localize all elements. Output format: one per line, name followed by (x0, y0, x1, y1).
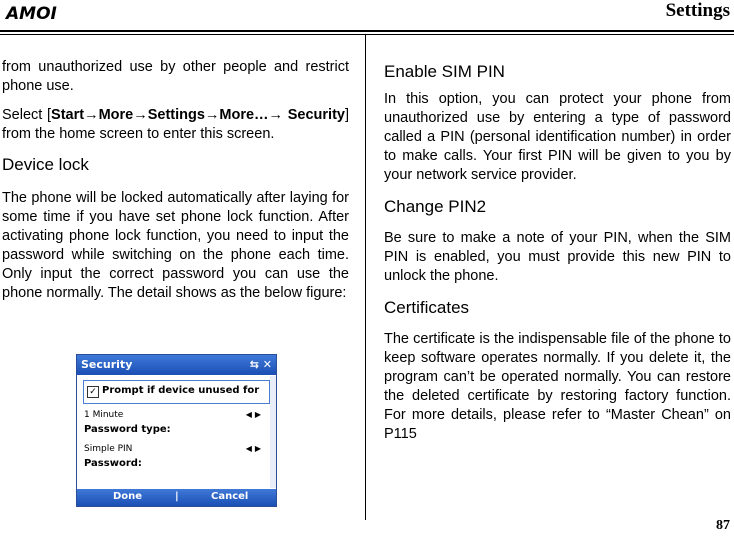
softkey-separator: | (175, 491, 179, 502)
right-column (384, 90, 731, 455)
left-right-arrows-icon[interactable]: ◀▶ (245, 410, 264, 419)
prompt-checkbox-row[interactable] (83, 380, 270, 404)
left-right-arrows-icon[interactable]: ◀▶ (245, 444, 264, 453)
screenshot-title-bar (77, 355, 276, 375)
checkbox-icon[interactable]: ✓ (87, 386, 99, 398)
security-screenshot (76, 354, 277, 507)
select-instruction (2, 106, 349, 144)
screenshot-softkey-bar (77, 489, 276, 506)
left-column (2, 58, 349, 303)
header-rule (0, 30, 734, 32)
cancel-softkey[interactable]: Cancel (211, 491, 249, 502)
screenshot-title: Security (81, 358, 133, 371)
header-rule-thin (0, 34, 734, 35)
page-number: 87 (716, 518, 730, 533)
select-suffix: ] from the home screen to enter this screen. (2, 107, 349, 142)
pin2-text: Be sure to make a note of your PIN, when the SIM PIN is enabled, you must provide this new PIN to unlock the phone. (384, 230, 731, 284)
section-title: Settings (665, 0, 730, 21)
sim-pin-heading: Enable SIM PIN (384, 62, 505, 81)
time-value: 1 Minute (84, 410, 124, 420)
password-type-selector[interactable] (84, 444, 276, 458)
certificates-text: The certificate is the indispensable file of the phone to keep software operates normally. If you delete it, the program can’t be operated normally. You can restore the deleted certificate by restoring factory function. For more details, please refer to “Master Chean” on P115 (384, 331, 731, 442)
intro-text: from unauthorized use by other people and restrict phone use. (2, 59, 349, 94)
select-prefix: Select [ (2, 107, 52, 123)
pin2-heading: Change PIN2 (384, 197, 487, 216)
device-lock-heading: Device lock (2, 155, 89, 174)
brand-text: AMOI (6, 4, 57, 24)
screenshot-scrollbar (270, 376, 276, 488)
checkbox-label: Prompt if device unused for (102, 385, 260, 396)
sim-pin-text: In this option, you can protect your phone from unauthorized use by entering a type of password called a PIN (personal identification number) in order to make calls. Your first PIN will be given to you by your network service provider. (384, 91, 731, 183)
amoi-logo (4, 2, 74, 24)
select-path: Start→More→Settings→More…→ Security (51, 107, 345, 123)
password-type-value: Simple PIN (84, 444, 133, 454)
time-selector[interactable] (84, 410, 276, 424)
device-lock-text: The phone will be locked automatically after laying for some time if you have set phone lock function. After activating phone lock function, you need to input the password while switching on the phone each time. Only input the correct password you can use the phone normally. The detail shows as the below figure: (2, 190, 349, 301)
password-type-label: Password type: (84, 424, 171, 435)
column-divider (365, 35, 366, 520)
certificates-heading: Certificates (384, 298, 470, 317)
connectivity-icon: ⇆ ✕ (249, 358, 272, 371)
done-softkey[interactable]: Done (113, 491, 143, 502)
password-label: Password: (84, 458, 142, 469)
